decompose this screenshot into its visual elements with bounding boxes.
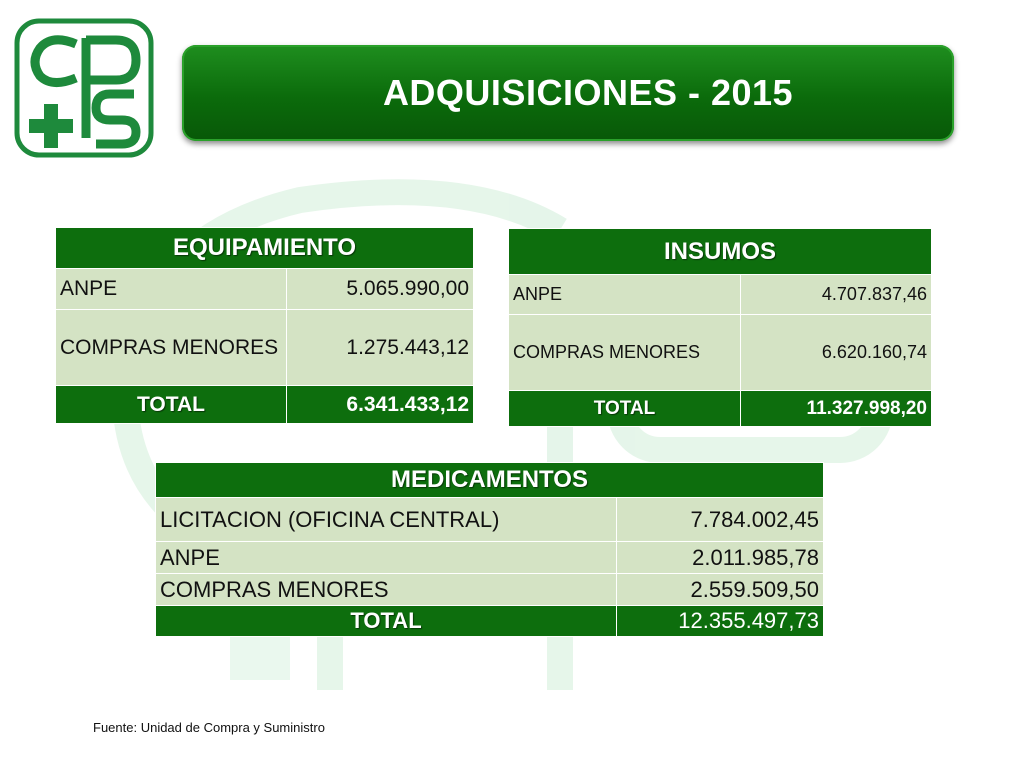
source-note: Fuente: Unidad de Compra y Suministro (93, 720, 325, 735)
total-row (56, 386, 474, 424)
insumos-table (508, 228, 932, 427)
cps-logo (14, 18, 154, 158)
title-banner (182, 45, 954, 141)
table-row (56, 269, 474, 310)
medicamentos-header: MEDICAMENTOS (156, 463, 824, 498)
row-label: COMPRAS MENORES (156, 574, 617, 606)
row-label: COMPRAS MENORES (509, 315, 741, 391)
table-row (509, 315, 932, 391)
table-header-row (156, 463, 824, 498)
row-value: 2.559.509,50 (617, 574, 824, 606)
total-row (509, 391, 932, 427)
row-label: LICITACION (OFICINA CENTRAL) (156, 498, 617, 542)
total-label: TOTAL (509, 391, 741, 427)
row-label: ANPE (156, 542, 617, 574)
insumos-header: INSUMOS (509, 229, 932, 275)
row-value: 5.065.990,00 (287, 269, 474, 310)
total-value: 6.341.433,12 (287, 386, 474, 424)
page-title: ADQUISICIONES - 2015 (382, 72, 794, 113)
row-value: 2.011.985,78 (617, 542, 824, 574)
equipamiento-header: EQUIPAMIENTO (56, 228, 474, 269)
row-value: 1.275.443,12 (287, 310, 474, 386)
total-label: TOTAL (156, 606, 617, 637)
row-value: 6.620.160,74 (741, 315, 932, 391)
row-value: 4.707.837,46 (741, 275, 932, 315)
row-value: 7.784.002,45 (617, 498, 824, 542)
table-row (156, 574, 824, 606)
row-label: COMPRAS MENORES (56, 310, 287, 386)
row-label: ANPE (56, 269, 287, 310)
equipamiento-table (55, 227, 474, 424)
table-header-row (509, 229, 932, 275)
medicamentos-table (155, 462, 824, 637)
table-row (156, 498, 824, 542)
table-header-row (56, 228, 474, 269)
total-value: 11.327.998,20 (741, 391, 932, 427)
table-row (156, 542, 824, 574)
row-label: ANPE (509, 275, 741, 315)
total-value: 12.355.497,73 (617, 606, 824, 637)
table-row (56, 310, 474, 386)
total-label: TOTAL (56, 386, 287, 424)
total-row (156, 606, 824, 637)
table-row (509, 275, 932, 315)
